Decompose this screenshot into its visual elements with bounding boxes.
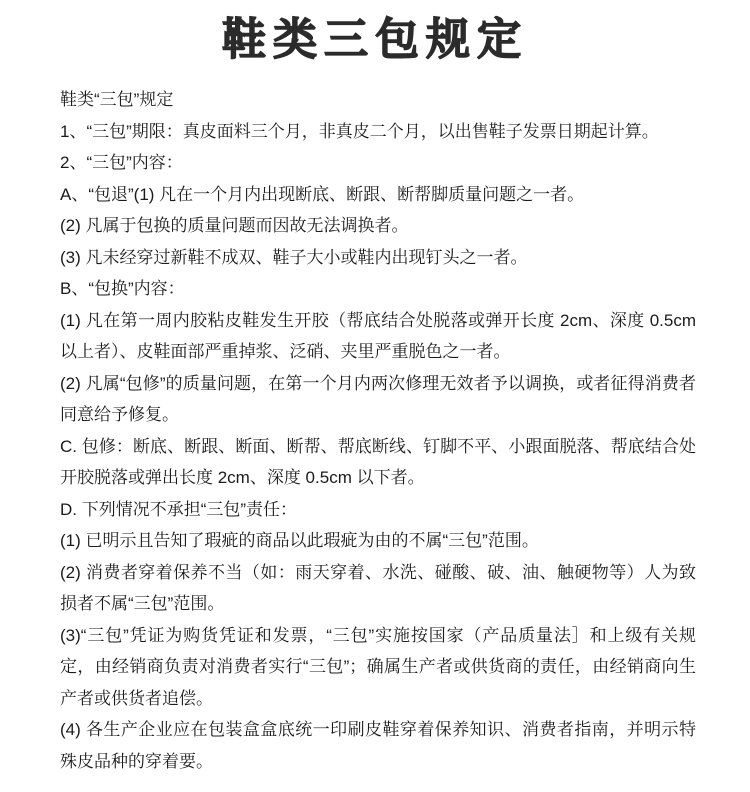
paragraph-subtitle: 鞋类“三包”规定 bbox=[60, 90, 174, 109]
paragraph-content-head: 2、“三包”内容： bbox=[60, 153, 183, 172]
paragraph-refund-3: (3) 凡未经穿过新鞋不成双、鞋子大小或鞋内出现钉头之一者。 bbox=[60, 247, 528, 267]
paragraph-exchange-1: (1) 凡在第一周内胶粘皮鞋发生开胶（帮底结合处脱落或弹开长度 2cm、深度 0.5cm 以上者）、皮鞋面部严重掉浆、泛硝、夹里严重脱色之一者。 bbox=[60, 310, 696, 361]
page-title: 鞋类三包规定 bbox=[222, 14, 528, 65]
paragraph-exclusion-2: (2) 消费者穿着保养不当（如：雨天穿着、水洗、碰酸、破、油、触硬物等）人为致损者不属“三包”范围。 bbox=[60, 562, 696, 613]
paragraph-refund-1: A、“包退”(1) 凡在一个月内出现断底、断跟、断帮脚质量问题之一者。 bbox=[60, 184, 585, 204]
document-body bbox=[60, 84, 696, 777]
paragraph-repair: C. 包修：断底、断跟、断面、断帮、帮底断线、钉脚不平、小跟面脱落、帮底结合处开胶脱落或弹出长度 2cm、深度 0.5cm 以下者。 bbox=[60, 436, 696, 487]
paragraph-exchange-2: (2) 凡属“包修”的质量问题，在第一个月内两次修理无效者予以调换，或者征得消费者同意给予修复。 bbox=[60, 373, 696, 424]
paragraph-term: 1、“三包”期限：真皮面料三个月，非真皮二个月，以出售鞋子发票日期起计算。 bbox=[60, 121, 659, 141]
paragraph-exclusion-3: (3)“三包”凭证为购货凭证和发票，“三包”实施按国家（产品质量法］和上级有关规定，由经销商负责对消费者实行“三包”；确属生产者或供货商的责任，由经销商向生产者或供货者追偿。 bbox=[60, 625, 696, 708]
paragraph-exclusion-1: (1) 已明示且告知了瑕疵的商品以此瑕疵为由的不属“三包”范围。 bbox=[60, 531, 539, 550]
paragraph-exclusion-head: D. 下列情况不承担“三包”责任： bbox=[60, 499, 298, 519]
paragraph-refund-2: (2) 凡属于包换的质量问题而因故无法调换者。 bbox=[60, 216, 409, 235]
paragraph-exchange-head: B、“包换”内容： bbox=[60, 279, 185, 298]
paragraph-exclusion-4: (4) 各生产企业应在包装盒盒底统一印刷皮鞋穿着保养知识、消费者指南，并明示特殊皮品种的穿着要。 bbox=[60, 720, 696, 771]
